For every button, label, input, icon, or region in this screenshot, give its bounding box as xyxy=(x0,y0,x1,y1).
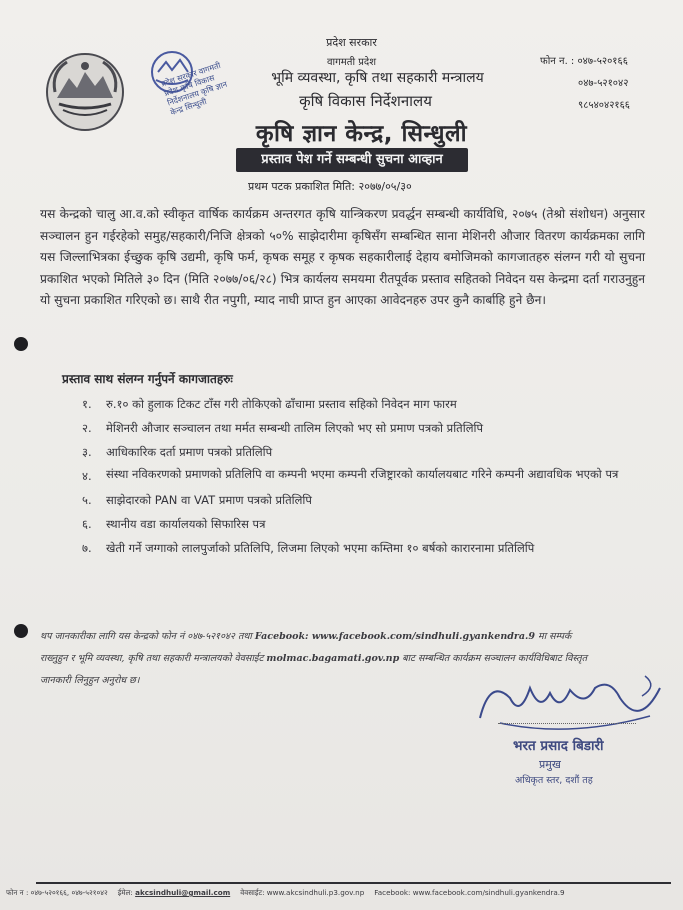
office-stamp-text: प्रदेश सरकार वागमती प्रदेश कृषि विकास निर्देशनालय कृषि ज्ञान केन्द्र सिन्धुली xyxy=(160,60,229,118)
phone-3: ९८५४०४२१६६ xyxy=(578,100,630,111)
signatory-rank: अधिकृत स्तर, दशौं तह xyxy=(515,775,593,786)
footer-phone: फोन न : ०४७-५२०१६६, ०४७-५२१०४२ xyxy=(6,888,108,897)
phone-1: फोन न. : ०४७-५२०१६६ xyxy=(540,56,628,67)
list-item: ३. आधिकारिक दर्ता प्रमाण पत्रको प्रतिलिपि xyxy=(82,445,273,459)
signatory-name: भरत प्रसाद बिडारी xyxy=(513,738,604,754)
phone-numbers xyxy=(540,51,630,117)
header-government: प्रदेश सरकार xyxy=(326,36,377,49)
signatory-title: प्रमुख xyxy=(539,758,561,771)
list-item: २. मेशिनरी औजार सञ्चालन तथा मर्मत सम्बन्धी तालिम लिएको भए सो प्रमाण पत्रको प्रतिलिपि xyxy=(82,421,484,435)
signature-line xyxy=(498,723,636,724)
attachments-list xyxy=(82,392,672,560)
header-directorate: कृषि विकास निर्देशनालय xyxy=(299,92,432,110)
footer-divider xyxy=(36,882,671,884)
footer-facebook[interactable]: Facebook: www.facebook.com/sindhuli.gyankendra.9 xyxy=(374,888,565,897)
list-item: ६. स्थानीय वडा कार्यालयको सिफारिस पत्र xyxy=(82,517,266,531)
notice-title: प्रस्ताव पेश गर्ने सम्बन्धी सुचना आव्हान xyxy=(236,148,468,172)
header-center: कृषि ज्ञान केन्द्र, सिन्धुली xyxy=(255,121,468,147)
footer-website[interactable]: वेवसाईट: www.akcsindhuli.p3.gov.np xyxy=(240,888,365,897)
list-item: ५. साझेदारको PAN वा VAT प्रमाण पत्रको प्रतिलिपि xyxy=(82,493,312,507)
facebook-link[interactable]: Facebook: www.facebook.com/sindhuli.gyankendra.9 xyxy=(254,631,535,642)
footnote-line-3: जानकारी लिनुहुन अनुरोध छ। xyxy=(40,675,140,686)
footer-email: ईमेल: akcsindhuli@gmail.com xyxy=(117,888,231,897)
footer xyxy=(6,888,676,898)
website-link[interactable]: molmac.bagamati.gov.np xyxy=(266,653,400,664)
email-link[interactable]: akcsindhuli@gmail.com xyxy=(135,888,231,897)
list-item: ७. खेती गर्ने जग्गाको लालपुर्जाको प्रतिलिपि, लिजमा लिएको भएमा कम्तिमा १० बर्षको कारारनामा प्रतिलिपि xyxy=(82,541,535,555)
punch-hole xyxy=(14,624,28,638)
footnote-line-2: राख्नुहुन र भूमि व्यवस्था, कृषि तथा सहकारी मन्त्रालयको वेवसाईट molmac.bagamati.gov.np बाट सम्बन्धित कार्यक्रम सञ्चालन कार्यविधिबाट विस्तृत xyxy=(40,653,588,664)
attachments-heading: प्रस्ताव साथ संलग्न गर्नुपर्ने कागजातहरुः xyxy=(62,372,233,386)
list-item: १. रु.१० को हुलाक टिकट टाँस गरी तोकिएको ढाँचामा प्रस्ताव सहिको निवेदन माग फारम xyxy=(82,397,457,411)
header-province: वागमती प्रदेश xyxy=(326,57,377,68)
signature-icon xyxy=(470,668,670,743)
publish-date: प्रथम पटक प्रकाशित मिति: २०७७/०५/३० xyxy=(248,180,412,193)
footnote-line-1: थप जानकारीका लागि यस केन्द्रको फोन नं ०४७-५२१०४२ तथा Facebook: www.facebook.com/sindhuli.gyankendra.9 मा सम्पर्क xyxy=(40,631,572,642)
header-ministry: भूमि व्यवस्था, कृषि तथा सहकारी मन्त्रालय xyxy=(271,70,484,86)
list-item: ४. संस्था नविकरणको प्रमाणको प्रतिलिपि वा कम्पनी भएमा कम्पनी रजिष्ट्रारको कार्यालयबाट गरिने कम्पनी अद्यावधिक भएको पत्र xyxy=(82,467,619,483)
punch-hole xyxy=(14,337,28,351)
phone-2: ०४७-५२१०४२ xyxy=(578,78,629,89)
notice-paragraph: यस केन्द्रको चालु आ.व.को स्वीकृत वार्षिक कार्यक्रम अन्तरगत कृषि यान्त्रिकरण प्रवर्द्धन सम्बन्धी कार्यविधि, २०७५ (तेश्रो संशोधन) अनुसार सञ्चालन हुन गईरहेको समुह/सहकारी/निजि क्षेत्रको ५०% साझेदारीमा कृषिसँग सम्बन्धित साना मेशिनरी औजार वितरण कार्यक्रमका लागि यस जिल्लाभित्रका ईच्छुक कृषि उद्यमी, कृषि फर्म, कृषक समूह र कृषक सहकारीलाई देहाय बमोजिमको कागजातहरु संलग्न गरी यो सुचना प्रकाशित भएको मितिले ३० दिन (मिति २०७७/०६/२८) भित्र कार्यलय समयमा रीतपूर्वक प्रस्ताव सहितको निवेदन यस केन्द्रमा दर्ता गराउनुहुन यो सुचना प्रकाशित गरिएको छ। साथै रीत नपुगी, म्याद नाघी प्राप्त हुन आएका आवेदनहरु उपर कुनै कार्बाहि हुने छैन। xyxy=(40,207,645,307)
